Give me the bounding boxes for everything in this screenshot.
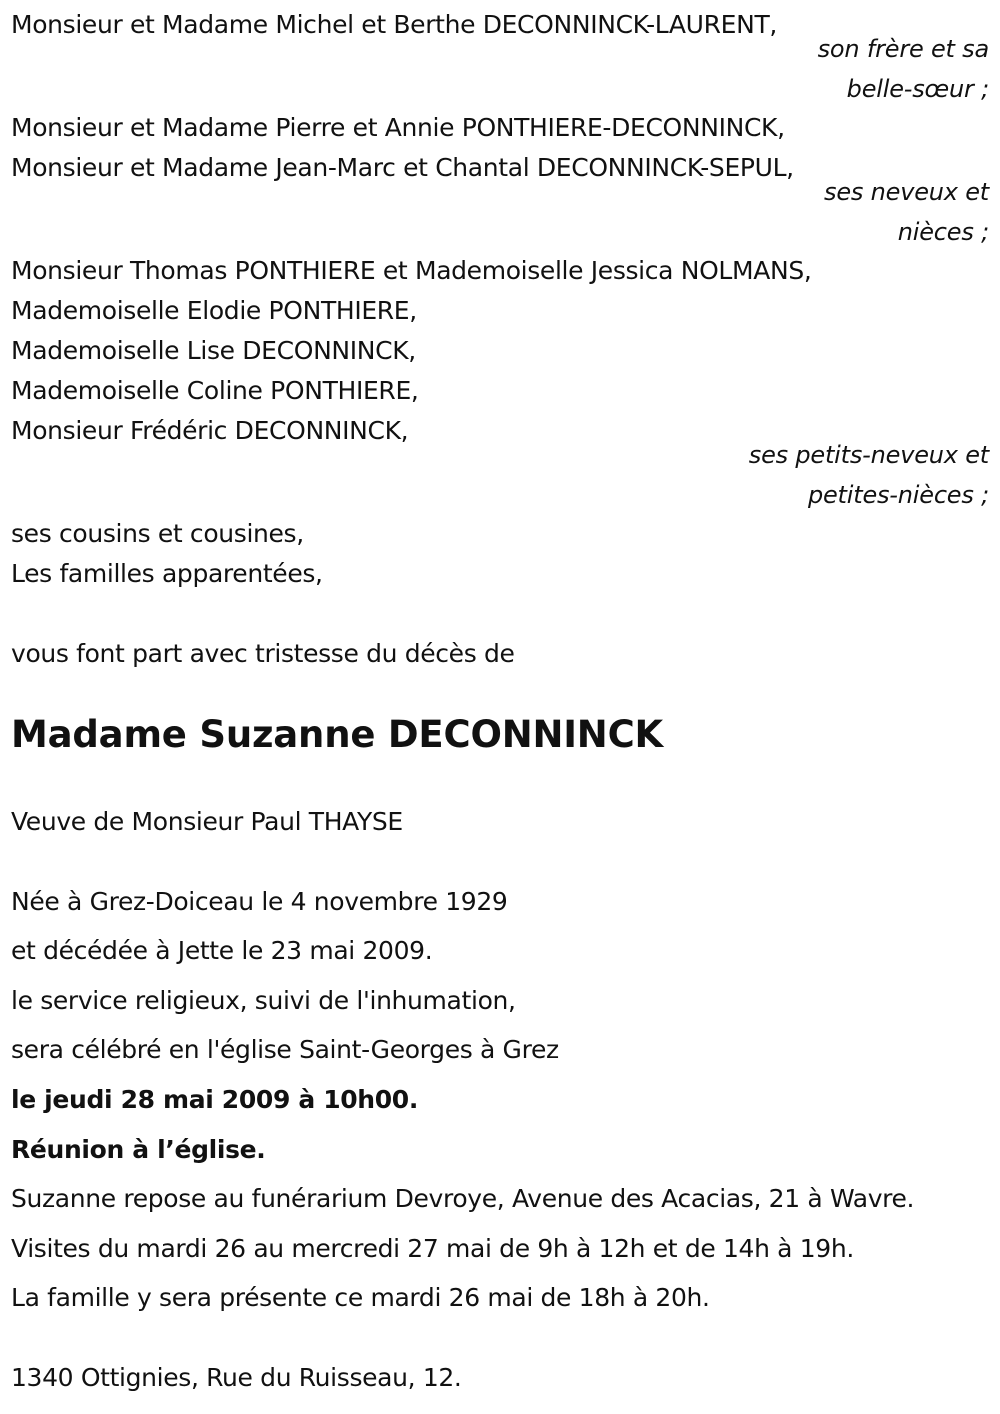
family-present-info: La famille y sera présente ce mardi 26 mai de 18h à 20h. bbox=[11, 1283, 710, 1312]
relation-nephews: ses neveux et bbox=[824, 178, 989, 206]
family-line-coline: Mademoiselle Coline PONTHIERE, bbox=[11, 376, 419, 405]
family-line-related-families: Les familles apparentées, bbox=[11, 559, 323, 588]
family-line-michel-berthe: Monsieur et Madame Michel et Berthe DECONNINCK-LAURENT, bbox=[11, 10, 777, 39]
widow-of: Veuve de Monsieur Paul THAYSE bbox=[11, 807, 403, 836]
family-line-thomas-jessica: Monsieur Thomas PONTHIERE et Mademoiselle Jessica NOLMANS, bbox=[11, 256, 812, 285]
visits-info: Visites du mardi 26 au mercredi 27 mai de 9h à 12h et de 14h à 19h. bbox=[11, 1234, 854, 1263]
relation-sister-in-law: belle-sœur ; bbox=[846, 75, 989, 103]
family-line-lise: Mademoiselle Lise DECONNINCK, bbox=[11, 336, 416, 365]
relation-brother: son frère et sa bbox=[817, 35, 989, 63]
deceased-name: Madame Suzanne DECONNINCK bbox=[11, 713, 664, 756]
announcement-text: vous font part avec tristesse du décès de bbox=[11, 639, 515, 668]
funeral-home-info: Suzanne repose au funérarium Devroye, Avenue des Acacias, 21 à Wavre. bbox=[11, 1184, 915, 1213]
meeting-info: Réunion à l’église. bbox=[11, 1135, 266, 1164]
family-line-cousins: ses cousins et cousines, bbox=[11, 519, 304, 548]
service-info-2: sera célébré en l'église Saint-Georges à Grez bbox=[11, 1035, 559, 1064]
family-line-frederic: Monsieur Frédéric DECONNINCK, bbox=[11, 416, 409, 445]
family-line-pierre-annie: Monsieur et Madame Pierre et Annie PONTHIERE-DECONNINCK, bbox=[11, 113, 785, 142]
family-line-elodie: Mademoiselle Elodie PONTHIERE, bbox=[11, 296, 417, 325]
relation-nieces: nièces ; bbox=[897, 218, 989, 246]
family-line-jean-marc-chantal: Monsieur et Madame Jean-Marc et Chantal DECONNINCK-SEPUL, bbox=[11, 153, 794, 182]
service-info-1: le service religieux, suivi de l'inhumation, bbox=[11, 986, 516, 1015]
relation-grand-nieces: petites-nièces ; bbox=[807, 481, 989, 509]
service-date: le jeudi 28 mai 2009 à 10h00. bbox=[11, 1085, 418, 1114]
relation-grand-nephews: ses petits-neveux et bbox=[748, 441, 989, 469]
birth-info: Née à Grez-Doiceau le 4 novembre 1929 bbox=[11, 887, 508, 916]
death-info: et décédée à Jette le 23 mai 2009. bbox=[11, 936, 433, 965]
address: 1340 Ottignies, Rue du Ruisseau, 12. bbox=[11, 1363, 462, 1392]
